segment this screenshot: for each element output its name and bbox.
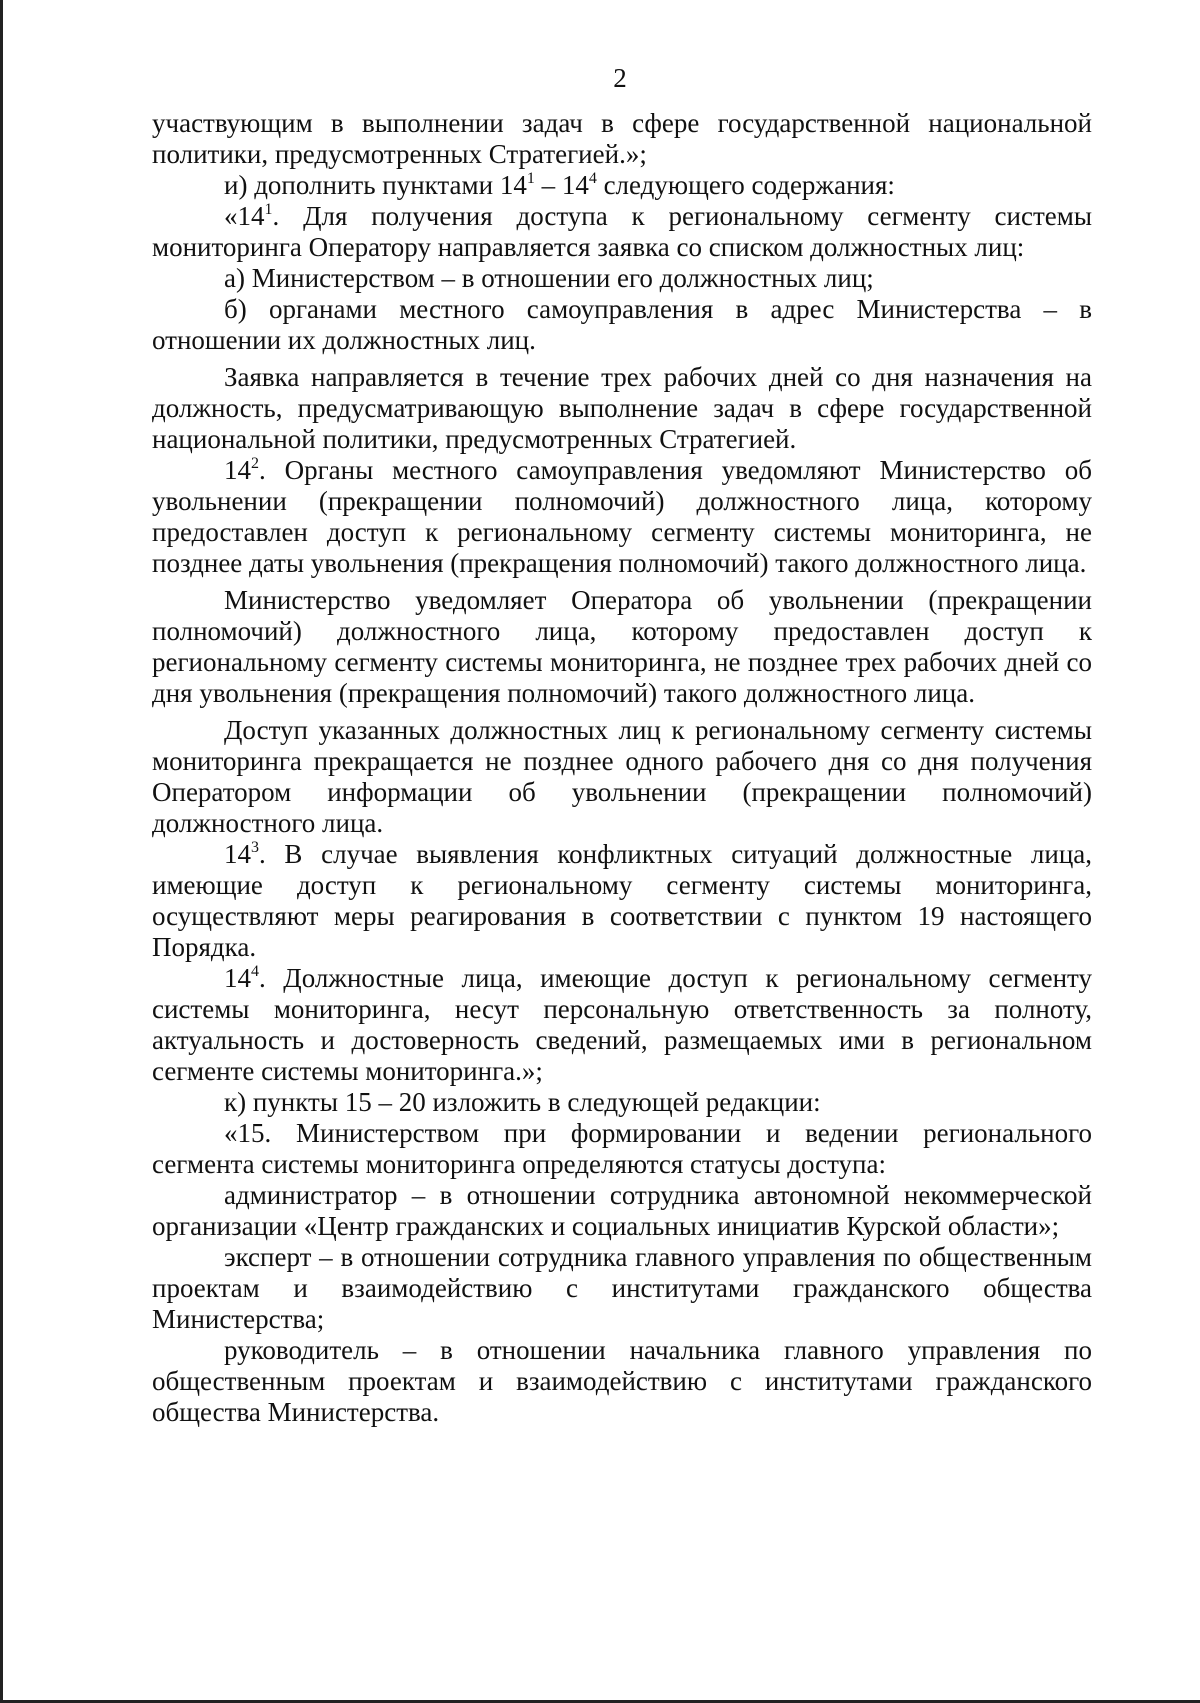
paragraph-status-expert: эксперт – в отношении сотрудника главного управления по общественным проектам и взаимодействию с институтами гражданского общества Министерства;	[152, 1242, 1092, 1334]
document-body	[152, 108, 1092, 1428]
paragraph-access-termination: Доступ указанных должностных лиц к региональному сегменту системы мониторинга прекращается не позднее одного рабочего дня со дня получения Оператором информации об увольнении (прекращении полномочий) должностного лица.	[152, 715, 1092, 838]
paragraph-status-administrator: администратор – в отношении сотрудника автономной некоммерческой организации «Центр гражданских и социальных инициатив Курской области»;	[152, 1180, 1092, 1241]
paragraph-clause-14-4: $14^4$. Должностные лица, имеющие доступ к региональному сегменту системы мониторинга, несут персональную ответственность за полноту, актуальность и достоверность сведений, размещаемых ими в региональном сегменте системы мониторинга.»;	[152, 963, 1092, 1086]
paragraph-clause-14-3: $14^3$. В случае выявления конфликтных ситуаций должностные лица, имеющие доступ к региональному сегменту системы мониторинга, осуществляют меры реагирования в соответствии с пунктом 19 настоящего Порядка.	[152, 839, 1092, 962]
page-number: 2	[613, 63, 627, 93]
paragraph-clause-14-2: $14^2$. Органы местного самоуправления уведомляют Министерство об увольнении (прекращении полномочий) должностного лица, которому предоставлен доступ к региональному сегменту системы мониторинга, не позднее даты увольнения (прекращения полномочий) такого должностного лица.	[152, 455, 1092, 578]
paragraph-ministry-notice: Министерство уведомляет Оператора об увольнении (прекращении полномочий) должностного лица, которому предоставлен доступ к региональному сегменту системы мониторинга, не позднее трех рабочих дней со дня увольнения (прекращения полномочий) такого должностного лица.	[152, 585, 1092, 708]
paragraph-clause-14-1: «$14^1$. Для получения доступа к региональному сегменту системы мониторинга Оператору направляется заявка со списком должностных лиц:	[152, 201, 1092, 262]
paragraph-status-head: руководитель – в отношении начальника главного управления по общественным проектам и взаимодействию с институтами гражданского общества Министерства.	[152, 1335, 1092, 1427]
scan-border-left	[0, 0, 3, 1703]
paragraph-continuation: участвующим в выполнении задач в сфере государственной национальной политики, предусмотренных Стратегией.»;	[152, 108, 1092, 169]
paragraph-clause-15: «15. Министерством при формировании и ведении регионального сегмента системы мониторинга определяются статусы доступа:	[152, 1118, 1092, 1179]
paragraph-subitem-b: б) органами местного самоуправления в адрес Министерства – в отношении их должностных лиц.	[152, 294, 1092, 355]
paragraph-item-k: к) пункты 15 – 20 изложить в следующей редакции:	[224, 1087, 821, 1117]
paragraph-item-i: и) дополнить пунктами $14^1 - 14^4$ следующего содержания:	[224, 170, 895, 200]
paragraph-subitem-a: а) Министерством – в отношении его должностных лиц;	[224, 263, 874, 293]
paragraph-application-deadline: Заявка направляется в течение трех рабочих дней со дня назначения на должность, предусматривающую выполнение задач в сфере государственной национальной политики, предусмотренных Стратегией.	[152, 362, 1092, 454]
